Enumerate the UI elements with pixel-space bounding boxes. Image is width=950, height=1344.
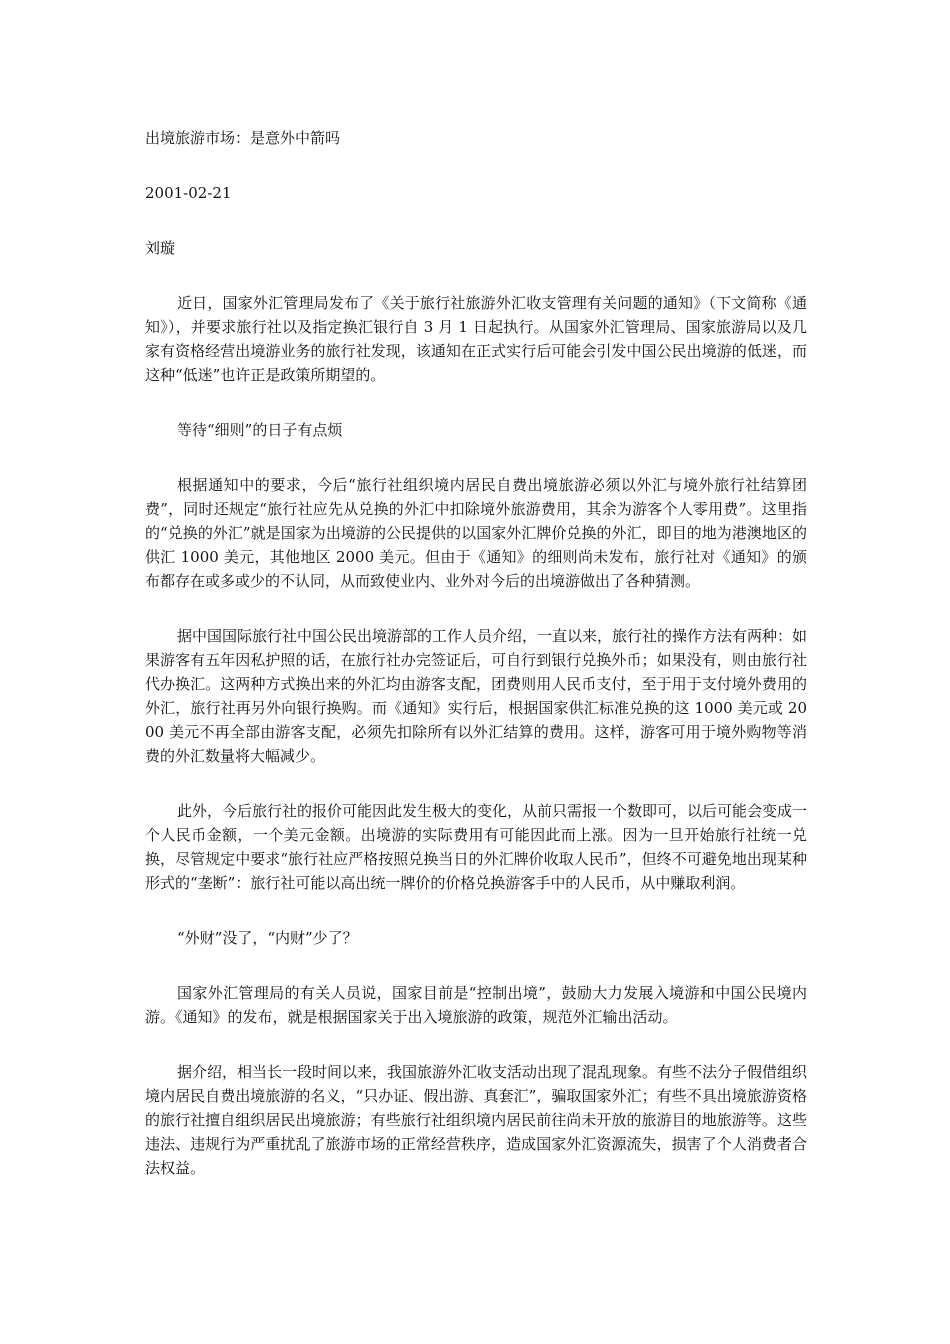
paragraph: 据中国国际旅行社中国公民出境游部的工作人员介绍，一直以来，旅行社的操作方法有两种：如果游客有五年因私护照的话，在旅行社办完签证后，可自行到银行兑换外币；如果没有，则由旅行社代办换汇。这两种方式换出来的外汇均由游客支配，团费则用人民币支付，至于用于支付境外费用的外汇，旅行社再另外向银行换购。而《通知》实行后，根据国家供汇标准兑换的这 1000 美元或 2000 美元不再全部由游客支配，必须先扣除所有以外汇结算的费用。这样，游客可用于境外购物等消费的外汇数量将大幅减少。 bbox=[145, 627, 808, 765]
paragraph: 近日，国家外汇管理局发布了《关于旅行社旅游外汇收支管理有关问题的通知》（下文简称《通知》），并要求旅行社以及指定换汇银行自 3 月 1 日起执行。从国家外汇管理局、国家旅游局以及几家有资格经营出境游业务的旅行社发现，该通知在正式实行后可能会引发中国公民出境游的低迷，而这种“低迷”也许正是政策所期望的。 bbox=[145, 294, 807, 384]
section-heading: 等待“细则”的日子有点烦 bbox=[177, 421, 343, 439]
paragraph: 国家外汇管理局的有关人员说，国家目前是“控制出境”，鼓励大力发展入境游和中国公民境内游。《通知》的发布，就是根据国家关于出入境旅游的政策，规范外汇输出活动。 bbox=[145, 984, 807, 1026]
article-title: 出境旅游市场：是意外中箭吗 bbox=[145, 129, 341, 147]
article-body bbox=[145, 126, 807, 1211]
paragraph: 此外，今后旅行社的报价可能因此发生极大的变化，从前只需报一个数即可，以后可能会变成一个人民币金额，一个美元金额。出境游的实际费用有可能因此而上涨。因为一旦开始旅行社统一兑换，尽管规定中要求“旅行社应严格按照兑换当日的外汇牌价收取人民币”，但终不可避免地出现某种形式的“垄断”：旅行社可能以高出统一牌价的价格兑换游客手中的人民币，从中赚取利润。 bbox=[145, 802, 808, 892]
paragraph: 根据通知中的要求，今后“旅行社组织境内居民自费出境旅游必须以外汇与境外旅行社结算团费”，同时还规定“旅行社应先从兑换的外汇中扣除境外旅游费用，其余为游客个人零用费”。这里指的“兑换的外汇”就是国家为出境游的公民提供的以国家外汇牌价兑换的外汇，即目的地为港澳地区的供汇 1000 美元，其他地区 2000 美元。但由于《通知》的细则尚未发布，旅行社对《通知》的颁布都存在或多或少的不认同，从而致使业内、业外对今后的出境游做出了各种猜测。 bbox=[145, 476, 807, 590]
article-author: 刘璇 bbox=[145, 239, 176, 257]
paragraph: 据介绍，相当长一段时间以来，我国旅游外汇收支活动出现了混乱现象。有些不法分子假借组织境内居民自费出境旅游的名义，“只办证、假出游、真套汇”，骗取国家外汇；有些不具出境旅游资格的旅行社擅自组织居民出境旅游；有些旅行社组织境内居民前往尚未开放的旅游目的地旅游等。这些违法、违规行为严重扰乱了旅游市场的正常经营秩序，造成国家外汇资源流失，损害了个人消费者合法权益。 bbox=[145, 1063, 808, 1177]
article-date: 2001-02-21 bbox=[145, 184, 232, 202]
section-heading: “外财”没了，“内财”少了？ bbox=[177, 929, 358, 947]
